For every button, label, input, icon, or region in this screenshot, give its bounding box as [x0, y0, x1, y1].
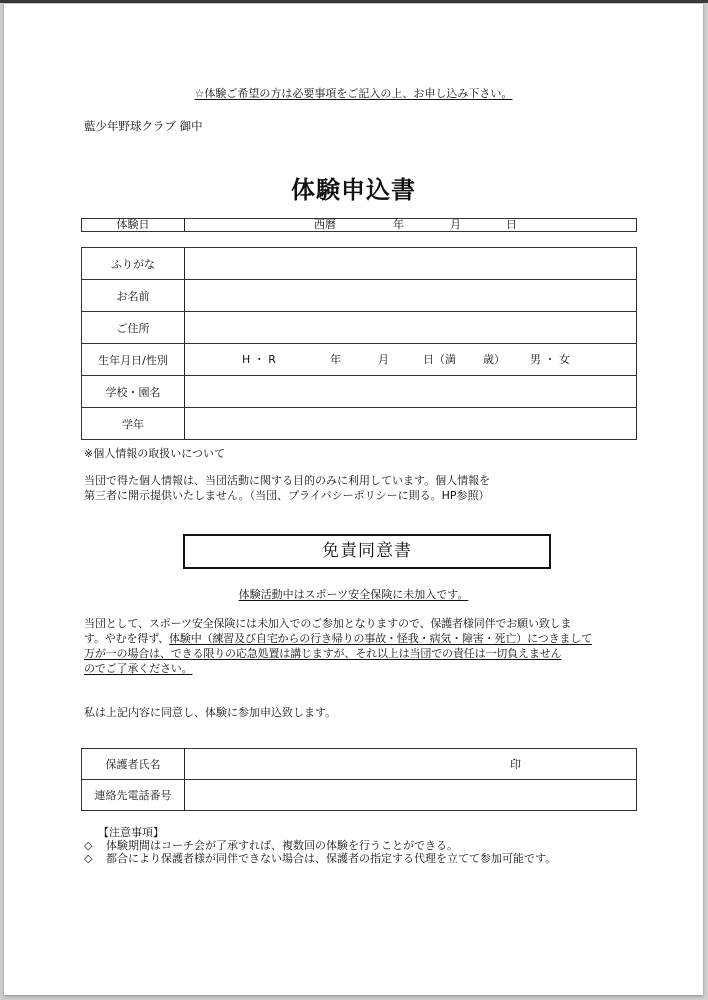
diamond-bullet-icon: ◇ — [84, 852, 93, 865]
table-row — [82, 248, 637, 280]
birth-month-unit: 月 — [378, 352, 389, 366]
guardian-name-field[interactable] — [185, 749, 637, 780]
waiver-line-2 — [84, 631, 644, 646]
waiver-line-1: 当団として、スポーツ安全保険には未加入でのご参加となりますので、保護者様同伴でお願い致しま — [84, 617, 572, 630]
list-item — [84, 839, 556, 852]
month-unit: 月 — [450, 218, 461, 231]
waiver-body — [84, 616, 644, 676]
privacy-line-1: 当団で得た個人情報は、当団活動に関する目的のみに利用しています。個人情報を — [84, 474, 491, 487]
agreement-statement: 私は上記内容に同意し、体験に参加申込致します。 — [84, 706, 337, 719]
grade-label: 学年 — [82, 408, 185, 440]
waiver-title-box: 免責同意書 — [183, 534, 551, 569]
list-item — [84, 852, 556, 865]
address-label: ご住所 — [82, 312, 185, 344]
waiver-line-3 — [84, 646, 644, 661]
name-label: お名前 — [82, 280, 185, 312]
waiver-line-3-underlined: 万が一の場合は、できる限りの応急処置は講じますが、それ以上は当団での責任は一切負えません — [84, 647, 562, 660]
waiver-line-2-underlined: 体験中（練習及び自宅からの行き帰りの事故・怪我・病気・障害・死亡）につきまして — [169, 632, 592, 645]
trial-date-row — [82, 219, 637, 232]
birthdate-gender-label: 生年月日/性別 — [82, 344, 185, 376]
table-row — [82, 780, 637, 811]
table-row — [82, 344, 637, 376]
address-field[interactable] — [185, 312, 637, 344]
year-unit: 年 — [393, 218, 404, 231]
era-label: 西暦 — [314, 218, 336, 231]
seal-mark: 印 — [510, 758, 521, 771]
table-row — [82, 408, 637, 440]
insurance-note-text: 体験活動中はスポーツ安全保険に未加入です。 — [238, 588, 469, 601]
table-row — [82, 749, 637, 780]
waiver-line-4-underlined: のでご了承ください。 — [84, 662, 193, 675]
trial-date-table — [81, 218, 637, 232]
note-text: 体験期間はコーチ会が了承すれば、複数回の体験を行うことができる。 — [106, 839, 458, 852]
notice-text: ☆体験ご希望の方は必要事項をご記入の上、お申し込み下さい。 — [194, 87, 513, 100]
school-field[interactable] — [185, 376, 637, 408]
application-notice — [4, 87, 703, 101]
document-page — [4, 4, 703, 995]
notes-section — [84, 826, 556, 865]
table-row — [82, 280, 637, 312]
phone-label: 連絡先電話番号 — [82, 780, 185, 811]
birthdate-gender-field[interactable] — [185, 344, 637, 376]
birth-day-unit: 日（満 — [423, 352, 456, 366]
trial-date-field[interactable] — [185, 219, 637, 232]
name-field[interactable] — [185, 280, 637, 312]
note-text: 都合により保護者様が同伴できない場合は、保護者の指定する代理を立てて参加可能です。 — [106, 852, 557, 865]
table-row — [82, 376, 637, 408]
waiver-line-4 — [84, 661, 644, 676]
birthdate-template — [185, 353, 636, 367]
birth-year-unit: 年 — [330, 352, 341, 366]
diamond-bullet-icon: ◇ — [84, 839, 93, 852]
gender-options: 男 ・ 女 — [530, 352, 570, 366]
age-unit: 歳） — [483, 352, 505, 366]
grade-field[interactable] — [185, 408, 637, 440]
waiver-line-2-plain: す。やむを得ず、 — [84, 632, 170, 645]
phone-field[interactable] — [185, 780, 637, 811]
viewer-top-bar — [0, 0, 708, 3]
notes-heading: 【注意事項】 — [98, 826, 164, 839]
insurance-note — [4, 588, 703, 602]
document-title: 体験申込書 — [291, 176, 416, 204]
privacy-body — [84, 473, 644, 503]
trial-date-label: 体験日 — [82, 219, 185, 232]
applicant-info-table — [81, 247, 637, 440]
guardian-table — [81, 748, 637, 811]
guardian-name-label: 保護者氏名 — [82, 749, 185, 780]
furigana-label: ふりがな — [82, 248, 185, 280]
furigana-field[interactable] — [185, 248, 637, 280]
addressee: 藍少年野球クラブ 御中 — [84, 119, 203, 133]
privacy-line-2: 第三者に開示提供いたしません。（当団、プライバシーポリシーに則る。HP参照） — [84, 489, 490, 502]
school-label: 学校・園名 — [82, 376, 185, 408]
privacy-heading: ※個人情報の取扱いについて — [84, 447, 225, 460]
day-unit: 日 — [506, 218, 517, 231]
era-options: H ・ R — [242, 352, 276, 366]
table-row — [82, 312, 637, 344]
